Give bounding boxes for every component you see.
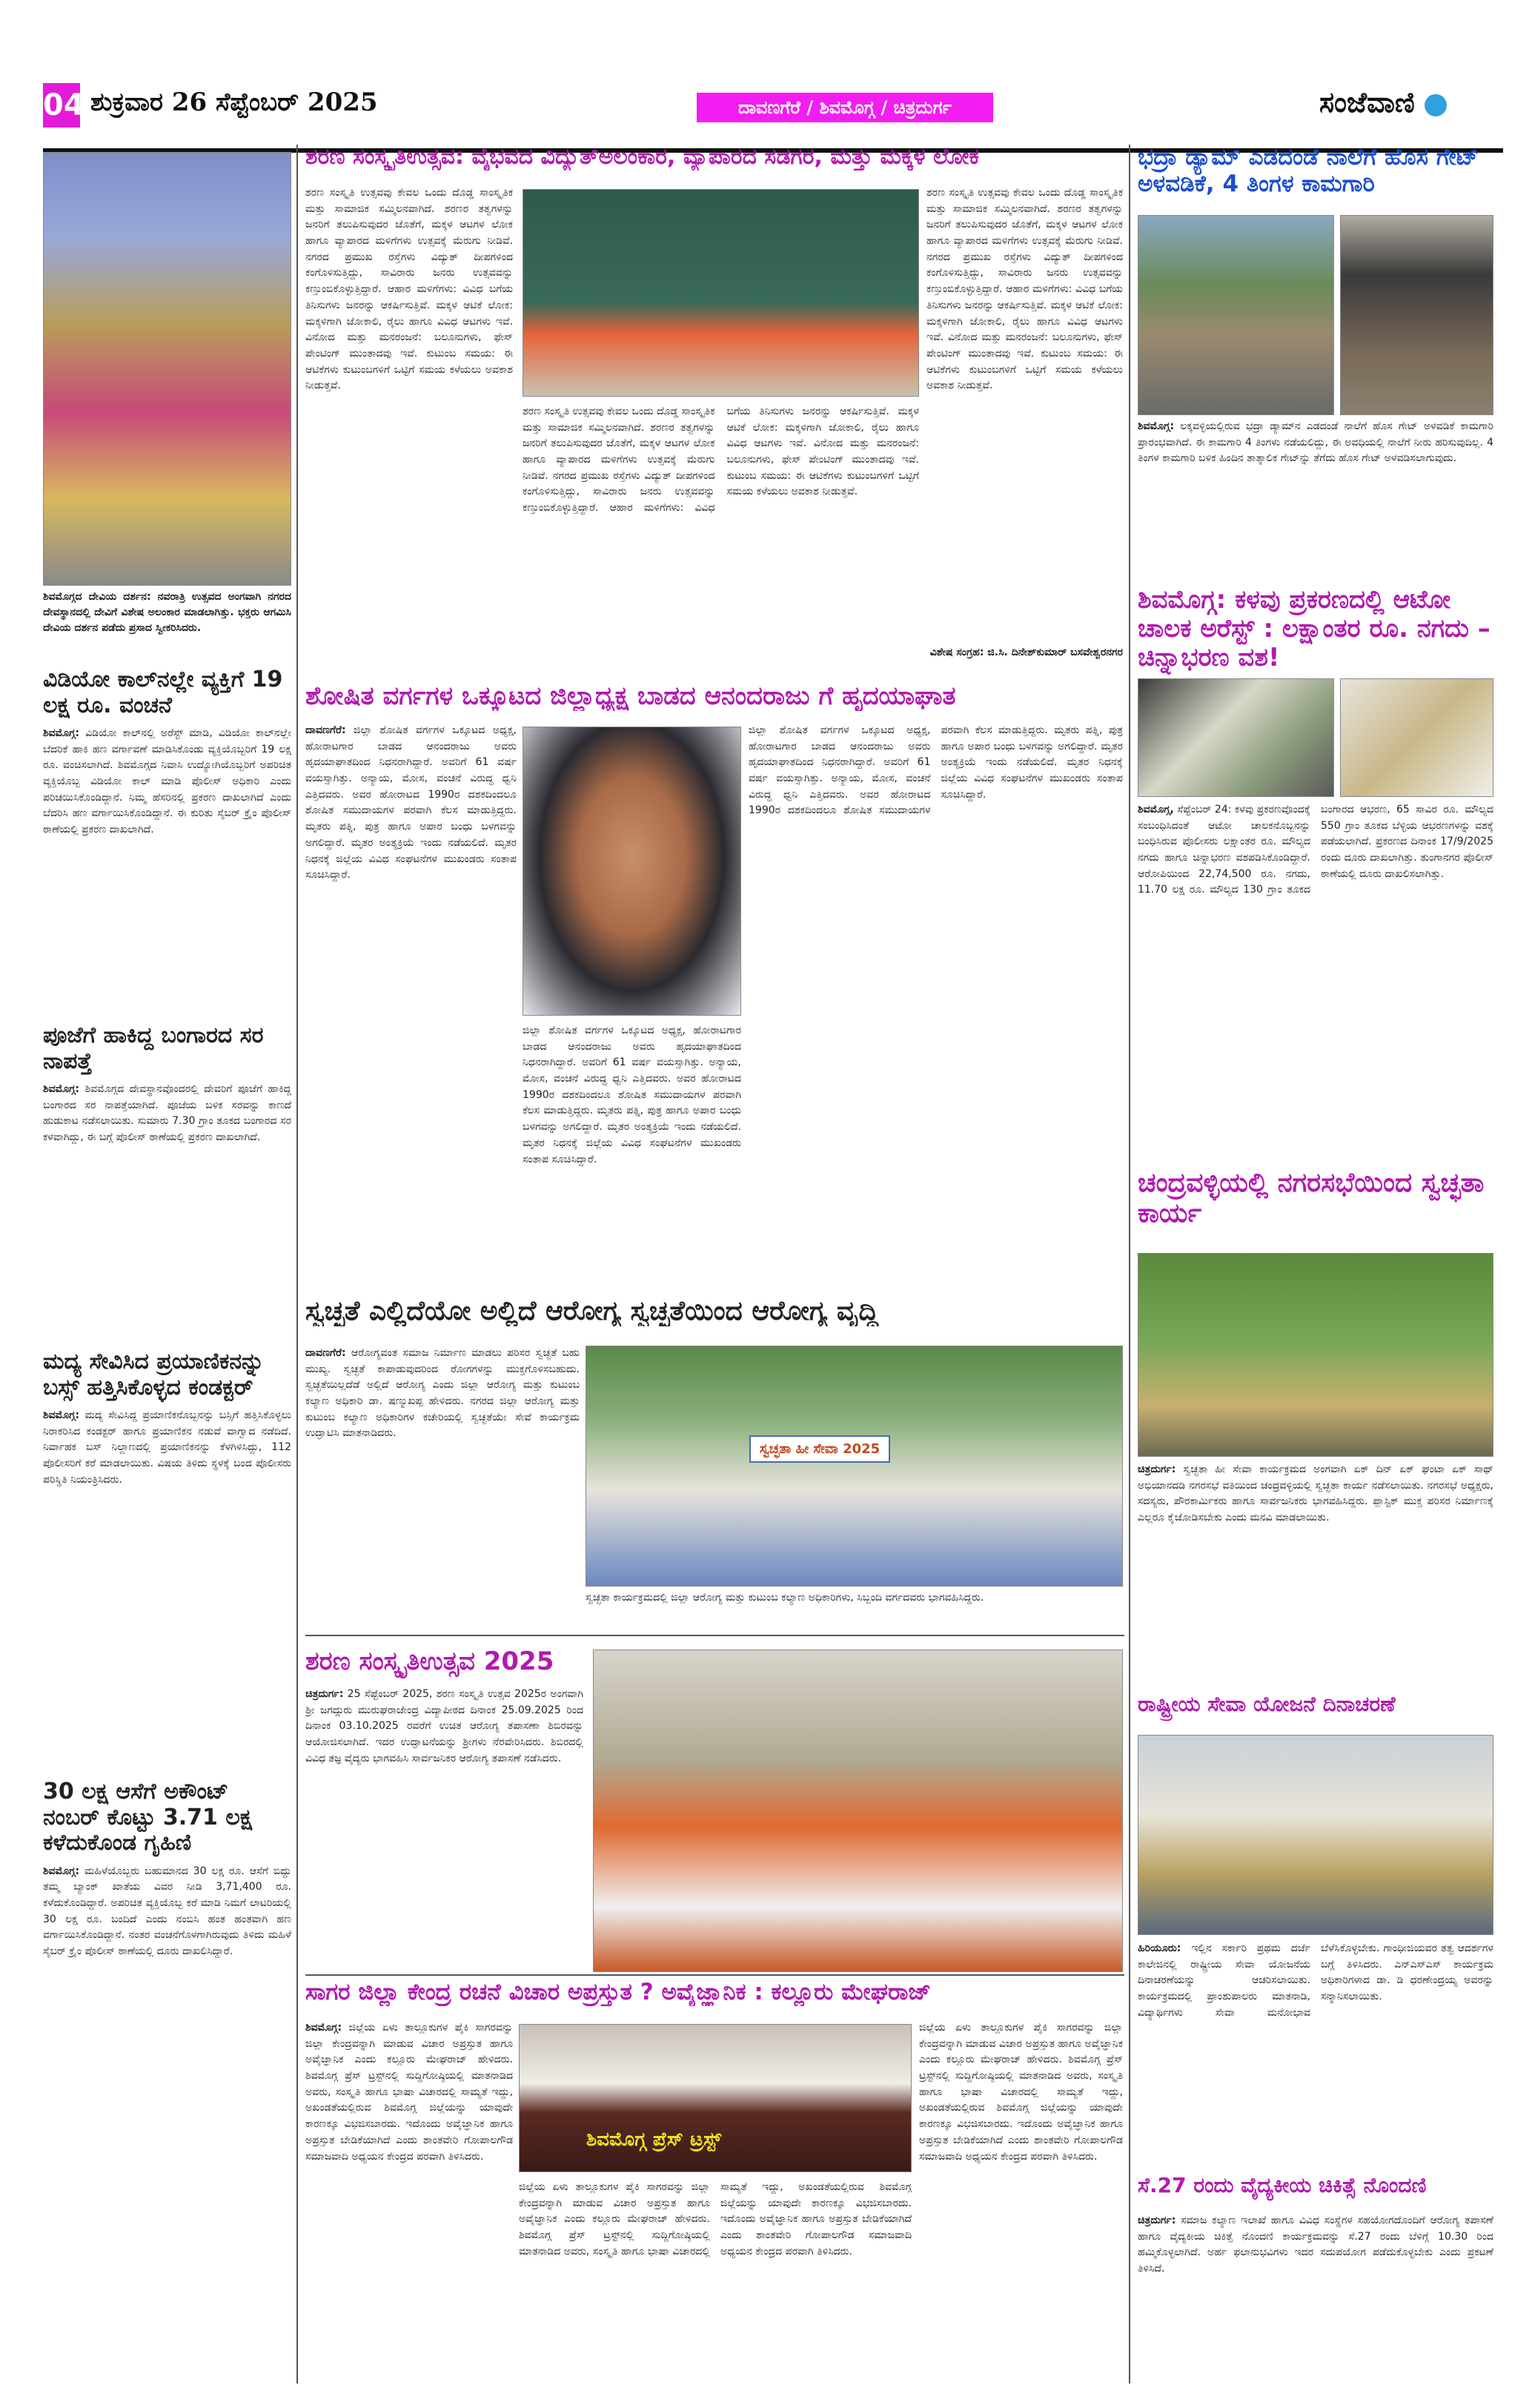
story-cleanliness-health xyxy=(305,1296,1124,1326)
story-body-continued: ಜಿಲ್ಲಾ ಶೋಷಿತ ವರ್ಗಗಳ ಒಕ್ಕೂಟದ ಅಧ್ಯಕ್ಷ, ಹೋರಾಟಗಾರ ಬಾಡದ ಆನಂದರಾಜು ಅವರು ಹೃದಯಾಘಾತದಿಂದ ನಿಧನರಾಗಿದ್ದಾರೆ. ಅವರಿಗೆ 61 ವರ್ಷ ವಯಸ್ಸಾಗಿತ್ತು. ಅನ್ಯಾಯ, ಮೋಸ, ವಂಚನೆ ವಿರುದ್ಧ ಧ್ವನಿ ಎತ್ತಿದವರು. ಅವರ ಹೋರಾಟದ 1990ರ ದಶಕದಿಂದಲೂ ಶೋಷಿತ ಸಮುದಾಯಗಳ ಪರವಾಗಿ ಕೆಲಸ ಮಾಡುತ್ತಿದ್ದರು. ಮೃತರು ಪತ್ನಿ, ಪುತ್ರ ಹಾಗೂ ಅಪಾರ ಬಂಧು ಬಳಗವನ್ನು ಅಗಲಿದ್ದಾರೆ. ಮೃತರ ಅಂತ್ಯಕ್ರಿಯೆ ಇಂದು ನಡೆಯಲಿದೆ. ಮೃತರ ನಿಧನಕ್ಕೆ ಜಿಲ್ಲೆಯ ವಿವಿಧ ಸಂಘಟನೆಗಳ ಮುಖಂಡರು ಸಂತಾಪ ಸೂಚಿಸಿದ್ದಾರೆ. xyxy=(523,1025,741,1165)
headline: ಶೋಷಿತ ವರ್ಗಗಳ ಒಕ್ಕೂಟದ ಜಿಲ್ಲಾಧ್ಯಕ್ಷ ಬಾಡದ ಆನಂದರಾಜು ಗೆ ಹೃದಯಾಘಾತ xyxy=(305,682,956,711)
story-body xyxy=(305,1346,580,1635)
story-body: ಶಿವಮೊಗ್ಗದ ದೇವಸ್ಥಾನವೊಂದರಲ್ಲಿ ದೇವರಿಗೆ ಪೂಜೆಗೆ ಹಾಕಿದ್ದ ಬಂಗಾರದ ಸರ ನಾಪತ್ತೆಯಾಗಿದೆ. ಪೂಜೆಯ ಬಳಿಕ ಸರವನ್ನು ಕಾಣದೆ ಹುಡುಕಾಟ ನಡೆಸಲಾಯಿತು. ಸುಮಾರು 7.30 ಗ್ರಾಂ ತೂಕದ ಬಂಗಾರದ ಸರ ಕಳವಾಗಿದ್ದು, ಈ ಬಗ್ಗೆ ಪೊಲೀಸ್ ಠಾಣೆಯಲ್ಲಿ ಪ್ರಕರಣ ದಾಖಲಾಗಿದೆ. xyxy=(43,1083,291,1144)
story-body xyxy=(1138,1941,1493,2163)
story-text: ಇಲ್ಲಿನ ಸರ್ಕಾರಿ ಪ್ರಥಮ ದರ್ಜೆ ಕಾಲೇಜಿನಲ್ಲಿ ರಾಷ್ಟ್ರೀಯ ಸೇವಾ ಯೋಜನೆಯ ದಿನಾಚರಣೆಯನ್ನು ಆಚರಿಸಲಾಯಿತು. ಕಾರ್ಯಕ್ರಮದಲ್ಲಿ ಪ್ರಾಂಶುಪಾಲರು ಮಾತನಾಡಿ, ವಿದ್ಯಾರ್ಥಿಗಳು ಸೇವಾ ಮನೋಭಾವ ಬೆಳೆಸಿಕೊಳ್ಳಬೇಕು. ಗಾಂಧೀಜಿಯವರ ತತ್ವ ಆದರ್ಶಗಳ ಬಗ್ಗೆ ತಿಳಿಸಿದರು. ಎನ್‌ಎಸ್‌ಎಸ್ ಕಾರ್ಯಕ್ರಮ ಅಧಿಕಾರಿಗಳಾದ ಡಾ. ಡಿ ಧರಣೇಂದ್ರಯ್ಯ ಅವರನ್ನು ಸನ್ಮಾನಿಸಲಾಯಿತು. xyxy=(1138,1942,1493,2019)
headline: ಸೆ.27 ರಂದು ವೈದ್ಯಕೀಯ ಚಿಕಿತ್ಸೆ ನೊಂದಣಿ xyxy=(1138,2173,1427,2197)
dateline: ಶಿವಮೊಗ್ಗ: xyxy=(305,2022,342,2034)
story-anandaraju xyxy=(305,682,1124,711)
story-body xyxy=(305,2020,513,2384)
headline: ಭದ್ರಾ ಡ್ಯಾಮ್ ಎಡದಂಡೆ ನಾಲೆಗೆ ಹೊಸ ಗೇಟ್ ಅಳವಡಿಕೆ, 4 ತಿಂಗಳ ಕಾಮಗಾರಿ xyxy=(1138,144,1479,197)
story-text: 25 ಸೆಪ್ಟೆಂಬರ್ 2025, ಶರಣ ಸಂಸ್ಕೃತಿ ಉತ್ಸವ 2025ರ ಅಂಗವಾಗಿ ಶ್ರೀ ಜಗದ್ಗುರು ಮುರುಘರಾಜೇಂದ್ರ ವಿದ್ಯಾಪೀಠದ ದಿನಾಂಕ 25.09.2025 ರಿಂದ ದಿನಾಂಕ 03.10.2025 ರವರೆಗೆ ಉಚಿತ ಆರೋಗ್ಯ ತಪಾಸಣಾ ಶಿಬಿರವನ್ನು ಆಯೋಜಿಸಲಾಗಿದೆ. ಇದರ ಉದ್ಘಾಟನೆಯನ್ನು ಶ್ರೀಗಳು ನೆರವೇರಿಸಿದರು. ಶಿಬಿರದಲ್ಲಿ ವಿವಿಧ ತಜ್ಞ ವೈದ್ಯರು ಭಾಗವಹಿಸಿ ಸಾರ್ವಜನಿಕರ ಆರೋಗ್ಯ ತಪಾಸಣೆ ನಡೆಸಿದರು. xyxy=(305,1688,583,1764)
edition-label: ದಾವಣಗೆರೆ / ಶಿವಮೊಗ್ಗ / ಚಿತ್ರದುರ್ಗ xyxy=(697,93,993,122)
dateline: ಶಿವಮೊಗ್ಗ, xyxy=(1138,804,1174,816)
photo-caption: ಸ್ವಚ್ಛತಾ ಕಾರ್ಯಕ್ರಮದಲ್ಲಿ ಜಿಲ್ಲಾ ಆರೋಗ್ಯ ಮತ್ತು ಕುಟುಂಬ ಕಲ್ಯಾಣ ಅಧಿಕಾರಿಗಳು, ಸಿಬ್ಬಂದಿ ವರ್ಗದವರು ಭಾಗವಹಿಸಿದ್ದರು. xyxy=(586,1592,984,1604)
byline: ವಿಶೇಷ ಸಂಗ್ರಹ: ಜಿ.ಸಿ. ದಿನೇಶ್‌ಕುಮಾರ್ ಬಸವೇಶ್ವರನಗರ xyxy=(929,646,1123,658)
seized-cash-photo xyxy=(1138,678,1334,797)
photo-caption: ಶಿವಮೊಗ್ಗದ ದೇವಿಯ ದರ್ಶನ: ನವರಾತ್ರಿ ಉತ್ಸವದ ಅಂಗವಾಗಿ ನಗರದ ದೇವಸ್ಥಾನದಲ್ಲಿ ದೇವಿಗೆ ವಿಶೇಷ ಅಲಂಕಾರ ಮಾಡಲಾಗಿತ್ತು. ಭಕ್ತರು ಆಗಮಿಸಿ ದೇವಿಯ ದರ್ಶನ ಪಡೆದು ಪ್ರಸಾದ ಸ್ವೀಕರಿಸಿದರು. xyxy=(43,591,291,634)
gate-photo xyxy=(1340,215,1493,415)
dateline: ಚಿತ್ರದುರ್ಗ: xyxy=(305,1688,344,1700)
newspaper-logo xyxy=(1319,85,1447,119)
event-banner: ಸ್ವಚ್ಛತಾ ಹೀ ಸೇವಾ 2025 xyxy=(749,1435,890,1463)
story-body: ಶರಣ ಸಂಸ್ಕೃತಿ ಉತ್ಸವವು ಕೇವಲ ಒಂದು ದೊಡ್ಡ ಸಾಂಸ್ಕೃತಿಕ ಮತ್ತು ಸಾಮಾಜಿಕ ಸಮ್ಮಿಲನವಾಗಿದೆ. ಶರಣರ ತತ್ವಗಳನ್ನು ಜನರಿಗೆ ತಲುಪಿಸುವುದರ ಜೊತೆಗೆ, ಮಕ್ಕಳ ಆಟಗಳ ಲೋಕ ಹಾಗೂ ವ್ಯಾಪಾರದ ಮಳಿಗೆಗಳು ಉತ್ಸವಕ್ಕೆ ಮೆರುಗು ನೀಡಿವೆ. ನಗರದ ಪ್ರಮುಖ ರಸ್ತೆಗಳು ವಿದ್ಯುತ್ ದೀಪಗಳಿಂದ ಕಂಗೊಳಿಸುತ್ತಿದ್ದು, ಸಾವಿರಾರು ಜನರು ಉತ್ಸವವನ್ನು ಕಣ್ತುಂಬಿಕೊಳ್ಳುತ್ತಿದ್ದಾರೆ. ಆಹಾರ ಮಳಿಗೆಗಳು: ವಿವಿಧ ಬಗೆಯ ತಿನಿಸುಗಳು ಜನರನ್ನು ಆಕರ್ಷಿಸುತ್ತಿವೆ. ಮಕ್ಕಳ ಆಟಿಕೆ ಲೋಕ: ಮಕ್ಕಳಿಗಾಗಿ ಜೋಕಾಲಿ, ರೈಲು ಹಾಗೂ ವಿವಿಧ ಆಟಗಳು ಇವೆ. ವಿನೋದ ಮತ್ತು ಮನರಂಜನೆ: ಬಲೂನುಗಳು, ಫೇಸ್ ಪೇಂಟಿಂಗ್ ಮುಂತಾದವು ಇವೆ. ಕುಟುಂಬ ಸಮಯ: ಈ ಆಟಿಕೆಗಳು ಕುಟುಂಬಗಳಿಗೆ ಒಟ್ಟಿಗೆ ಸಮಯ ಕಳೆಯಲು ಅವಕಾಶ ನೀಡುತ್ತವೆ. xyxy=(305,187,513,392)
story-bus-conductor xyxy=(43,1349,291,1719)
story-body-continued: ಜಿಲ್ಲಾ ಶೋಷಿತ ವರ್ಗಗಳ ಒಕ್ಕೂಟದ ಅಧ್ಯಕ್ಷ, ಹೋರಾಟಗಾರ ಬಾಡದ ಆನಂದರಾಜು ಅವರು ಹೃದಯಾಘಾತದಿಂದ ನಿಧನರಾಗಿದ್ದಾರೆ. ಅವರಿಗೆ 61 ವರ್ಷ ವಯಸ್ಸಾಗಿತ್ತು. ಅನ್ಯಾಯ, ಮೋಸ, ವಂಚನೆ ವಿರುದ್ಧ ಧ್ವನಿ ಎತ್ತಿದವರು. ಅವರ ಹೋರಾಟದ 1990ರ ದಶಕದಿಂದಲೂ ಶೋಷಿತ ಸಮುದಾಯಗಳ ಪರವಾಗಿ ಕೆಲಸ ಮಾಡುತ್ತಿದ್ದರು. ಮೃತರು ಪತ್ನಿ, ಪುತ್ರ ಹಾಗೂ ಅಪಾರ ಬಂಧು ಬಳಗವನ್ನು ಅಗಲಿದ್ದಾರೆ. ಮೃತರ ಅಂತ್ಯಕ್ರಿಯೆ ಇಂದು ನಡೆಯಲಿದೆ. ಮೃತರ ನಿಧನಕ್ಕೆ ಜಿಲ್ಲೆಯ ವಿವಿಧ ಸಂಘಟನೆಗಳ ಮುಖಂಡರು ಸಂತಾಪ ಸೂಚಿಸಿದ್ದಾರೆ. xyxy=(749,724,1123,817)
dateline: ಶಿವಮೊಗ್ಗ: xyxy=(43,1083,80,1095)
globe-icon xyxy=(1425,94,1447,116)
press-meet-photo xyxy=(519,2024,912,2172)
story-gold-chain-missing xyxy=(43,1023,291,1334)
story-text: ಸಮಾಜ ಕಲ್ಯಾಣ ಇಲಾಖೆ ಹಾಗೂ ವಿವಿಧ ಸಂಸ್ಥೆಗಳ ಸಹಯೋಗದೊಂದಿಗೆ ಆರೋಗ್ಯ ತಪಾಸಣೆ ಹಾಗೂ ವೈದ್ಯಕೀಯ ಚಿಕಿತ್ಸೆ ನೊಂದಣಿ ಕಾರ್ಯಕ್ರಮವನ್ನು ಸೆ.27 ರಂದು ಬೆಳಿಗ್ಗೆ 10.30 ರಿಂದ ಹಮ್ಮಿಕೊಳ್ಳಲಾಗಿದೆ. ಅರ್ಹ ಫಲಾನುಭವಿಗಳು ಇದರ ಸದುಪಯೋಗ ಪಡೆದುಕೊಳ್ಳಬೇಕು ಎಂದು ಪ್ರಕಟಣೆ ತಿಳಿಸಿದೆ. xyxy=(1138,2214,1493,2275)
story-text: ಆರೋಗ್ಯವಂತ ಸಮಾಜ ನಿರ್ಮಾಣ ಮಾಡಲು ಪರಿಸರ ಸ್ವಚ್ಛತೆ ಬಹು ಮುಖ್ಯ. ಸ್ವಚ್ಛತೆ ಕಾಪಾಡುವುದರಿಂದ ರೋಗಗಳನ್ನು ಮುಕ್ತಗೊಳಿಸಬಹುದು. ಸ್ವಚ್ಛತೆಯಿಲ್ಲದೆಡೆ ಅಲ್ಲಿದೆ ಆರೋಗ್ಯ ಎಂದು ಜಿಲ್ಲಾ ಆರೋಗ್ಯ ಮತ್ತು ಕುಟುಂಬ ಕಲ್ಯಾಣ ಅಧಿಕಾರಿ ಡಾ. ಷಣ್ಮುಖಪ್ಪ ಹೇಳಿದರು. ನಗರದ ಜಿಲ್ಲಾ ಆರೋಗ್ಯ ಮತ್ತು ಕುಟುಂಬ ಕಲ್ಯಾಣ ಅಧಿಕಾರಿಗಳ ಕಚೇರಿಯಲ್ಲಿ ಸ್ವಚ್ಛತೆಯೇ ಸೇವೆ ಕಾರ್ಯಕ್ರಮ ಉದ್ಘಾಟಿಸಿ ಮಾತನಾಡಿದರು. xyxy=(305,1347,580,1440)
logo-text: ಸಂಜೆವಾಣಿ xyxy=(1319,85,1415,119)
utsava-stage-photo xyxy=(523,189,919,397)
headline: ಪೂಜೆಗೆ ಹಾಕಿದ್ದ ಬಂಗಾರದ ಸರ ನಾಪತ್ತೆ xyxy=(43,1022,264,1074)
press-trust-banner: ಶಿವಮೊಗ್ಗ ಪ್ರೆಸ್ ಟ್ರಸ್ಟ್ xyxy=(586,2128,722,2151)
story-body: ಮಹಿಳೆಯೊಬ್ಬರು ಬಹುಮಾನದ 30 ಲಕ್ಷ ರೂ. ಆಸೆಗೆ ಬಿದ್ದು ತಮ್ಮ ಬ್ಯಾಂಕ್ ಖಾತೆಯ ವಿವರ ನೀಡಿ 3,71,400 ರೂ. ಕಳೆದುಕೊಂಡಿದ್ದಾರೆ. ಅಪರಿಚಿತ ವ್ಯಕ್ತಿಯೊಬ್ಬ ಕರೆ ಮಾಡಿ ನಿಮಗೆ ಲಾಟರಿಯಲ್ಲಿ 30 ಲಕ್ಷ ರೂ. ಬಂದಿದೆ ಎಂದು ನಂಬಿಸಿ ಹಂತ ಹಂತವಾಗಿ ಹಣ ವರ್ಗಾಯಿಸಿಕೊಂಡಿದ್ದಾನೆ. ನಂತರ ವಂಚನೆಗೊಳಗಾಗಿರುವುದು ತಿಳಿದು ಮಹಿಳೆ ಸೈಬರ್ ಕ್ರೈಂ ಪೊಲೀಸ್ ಠಾಣೆಯಲ್ಲಿ ದೂರು ದಾಖಲಿಸಿದ್ದಾರೆ. xyxy=(43,1865,291,1957)
page-number: 04 xyxy=(43,83,80,128)
story-text: ಜಿಲ್ಲಾ ಶೋಷಿತ ವರ್ಗಗಳ ಒಕ್ಕೂಟದ ಅಧ್ಯಕ್ಷ, ಹೋರಾಟಗಾರ ಬಾಡದ ಆನಂದರಾಜು ಅವರು ಹೃದಯಾಘಾತದಿಂದ ನಿಧನರಾಗಿದ್ದಾರೆ. ಅವರಿಗೆ 61 ವರ್ಷ ವಯಸ್ಸಾಗಿತ್ತು. ಅನ್ಯಾಯ, ಮೋಸ, ವಂಚನೆ ವಿರುದ್ಧ ಧ್ವನಿ ಎತ್ತಿದವರು. ಅವರ ಹೋರಾಟದ 1990ರ ದಶಕದಿಂದಲೂ ಶೋಷಿತ ಸಮುದಾಯಗಳ ಪರವಾಗಿ ಕೆಲಸ ಮಾಡುತ್ತಿದ್ದರು. ಮೃತರು ಪತ್ನಿ, ಪುತ್ರ ಹಾಗೂ ಅಪಾರ ಬಂಧು ಬಳಗವನ್ನು ಅಗಲಿದ್ದಾರೆ. ಮೃತರ ಅಂತ್ಯಕ್ರಿಯೆ ಇಂದು ನಡೆಯಲಿದೆ. ಮೃತರ ನಿಧನಕ್ಕೆ ಜಿಲ್ಲೆಯ ವಿವಿಧ ಸಂಘಟನೆಗಳ ಮುಖಂಡರು ಸಂತಾಪ ಸೂಚಿಸಿದ್ದಾರೆ. xyxy=(305,724,517,882)
headline: ರಾಷ್ಟ್ರೀಯ ಸೇವಾ ಯೋಜನೆ ದಿನಾಚರಣೆ xyxy=(1138,1692,1396,1716)
column-divider xyxy=(1129,145,1130,2384)
dateline: ಚಿತ್ರದುರ್ಗ: xyxy=(1138,1463,1176,1475)
dateline: ಶಿವಮೊಗ್ಗ: xyxy=(1138,420,1175,432)
story-bhadra-dam xyxy=(1138,145,1493,197)
story-body-continued: ಶರಣ ಸಂಸ್ಕೃತಿ ಉತ್ಸವವು ಕೇವಲ ಒಂದು ದೊಡ್ಡ ಸಾಂಸ್ಕೃತಿಕ ಮತ್ತು ಸಾಮಾಜಿಕ ಸಮ್ಮಿಲನವಾಗಿದೆ. ಶರಣರ ತತ್ವಗಳನ್ನು ಜನರಿಗೆ ತಲುಪಿಸುವುದರ ಜೊತೆಗೆ, ಮಕ್ಕಳ ಆಟಗಳ ಲೋಕ ಹಾಗೂ ವ್ಯಾಪಾರದ ಮಳಿಗೆಗಳು ಉತ್ಸವಕ್ಕೆ ಮೆರುಗು ನೀಡಿವೆ. ನಗರದ ಪ್ರಮುಖ ರಸ್ತೆಗಳು ವಿದ್ಯುತ್ ದೀಪಗಳಿಂದ ಕಂಗೊಳಿಸುತ್ತಿದ್ದು, ಸಾವಿರಾರು ಜನರು ಉತ್ಸವವನ್ನು ಕಣ್ತುಂಬಿಕೊಳ್ಳುತ್ತಿದ್ದಾರೆ. ಆಹಾರ ಮಳಿಗೆಗಳು: ವಿವಿಧ ಬಗೆಯ ತಿನಿಸುಗಳು ಜನರನ್ನು ಆಕರ್ಷಿಸುತ್ತಿವೆ. ಮಕ್ಕಳ ಆಟಿಕೆ ಲೋಕ: ಮಕ್ಕಳಿಗಾಗಿ ಜೋಕಾಲಿ, ರೈಲು ಹಾಗೂ ವಿವಿಧ ಆಟಗಳು ಇವೆ. ವಿನೋದ ಮತ್ತು ಮನರಂಜನೆ: ಬಲೂನುಗಳು, ಫೇಸ್ ಪೇಂಟಿಂಗ್ ಮುಂತಾದವು ಇವೆ. ಕುಟುಂಬ ಸಮಯ: ಈ ಆಟಿಕೆಗಳು ಕುಟುಂಬಗಳಿಗೆ ಒಟ್ಟಿಗೆ ಸಮಯ ಕಳೆಯಲು ಅವಕಾಶ ನೀಡುತ್ತವೆ. xyxy=(523,406,919,515)
story-body xyxy=(1138,2213,1493,2317)
dam-photo xyxy=(1138,215,1334,415)
story-body xyxy=(305,1687,583,1968)
story-body-continued: ಜಿಲ್ಲೆಯ ಏಳು ತಾಲ್ಲೂಕುಗಳ ಪೈಕಿ ಸಾಗರವನ್ನು ಜಿಲ್ಲಾ ಕೇಂದ್ರವನ್ನಾಗಿ ಮಾಡುವ ವಿಚಾರ ಅಪ್ರಸ್ತುತ ಹಾಗೂ ಅವೈಜ್ಞಾನಿಕ ಎಂದು ಕಲ್ಲೂರು ಮೇಘರಾಜ್ ಹೇಳಿದರು. ಶಿವಮೊಗ್ಗ ಪ್ರೆಸ್ ಟ್ರಸ್ಟ್‌ನಲ್ಲಿ ಸುದ್ದಿಗೋಷ್ಠಿಯಲ್ಲಿ ಮಾತನಾಡಿದ ಅವರು, ಸಂಸ್ಕೃತಿ ಹಾಗೂ ಭಾಷಾ ವಿಚಾರದಲ್ಲಿ ಸಾಮ್ಯತೆ ಇದ್ದು, ಅಖಂಡತೆಯಲ್ಲಿರುವ ಶಿವಮೊಗ್ಗ ಜಿಲ್ಲೆಯನ್ನು ಯಾವುದೇ ಕಾರಣಕ್ಕೂ ವಿಭಜಿಸಬಾರದು. ಇದೊಂದು ಅವೈಜ್ಞಾನಿಕ ಹಾಗೂ ಅಪ್ರಸ್ತುತ ಬೇಡಿಕೆಯಾಗಿದೆ ಎಂದು ಶಾಂತವೇರಿ ಗೋಪಾಲಗೌಡ ಸಮಾಜವಾದಿ ಅಧ್ಯಯನ ಕೇಂದ್ರದ ಪರವಾಗಿ ತಿಳಿಸಿದರು. xyxy=(919,2022,1123,2163)
headline: ಸ್ವಚ್ಛತೆ ಎಲ್ಲಿದೆಯೋ ಅಲ್ಲಿದೆ ಆರೋಗ್ಯ ಸ್ವಚ್ಛತೆಯಿಂದ ಆರೋಗ್ಯ ವೃದ್ಧಿ xyxy=(305,1296,878,1326)
dateline: ದಾವಣಗೆರೆ: xyxy=(305,724,346,736)
headline: ಶರಣ ಸಂಸ್ಕೃತಿಉತ್ಸವ: ವೈಭವದ ವಿದ್ಯುತ್‌ಅಲಂಕಾರ, ವ್ಯಾಪಾರದ ಸಡಗರ, ಮತ್ತು ಮಕ್ಕಳ ಲೋಕ xyxy=(305,145,979,170)
dateline: ಶಿವಮೊಗ್ಗ: xyxy=(43,1865,80,1877)
headline: ವಿಡಿಯೋ ಕಾಲ್‌ನಲ್ಲೇ ವ್ಯಕ್ತಿಗೆ 19 ಲಕ್ಷ ರೂ. ವಂಚನೆ xyxy=(43,666,283,718)
headline: 30 ಲಕ್ಷ ಆಸೆಗೆ ಅಕೌಂಟ್ ನಂಬರ್ ಕೊಟ್ಟು 3.71 ಲಕ್ಷ ಕಳೆದುಕೊಂಡ ಗೃಹಿಣಿ xyxy=(43,1779,253,1856)
story-text: ಸ್ವಚ್ಛತಾ ಹೀ ಸೇವಾ ಕಾರ್ಯಕ್ರಮದ ಅಂಗವಾಗಿ ಏಕ್ ದಿನ್ ಏಕ್ ಘಂಟಾ ಏಕ್ ಸಾಥ್ ಅಭಿಯಾನದಡಿ ನಗರಸಭೆ ವತಿಯಿಂದ ಚಂದ್ರವಳ್ಳಿಯಲ್ಲಿ ಸ್ವಚ್ಛತಾ ಕಾರ್ಯ ನಡೆಸಲಾಯಿತು. ನಗರಸಭೆ ಅಧ್ಯಕ್ಷರು, ಸದಸ್ಯರು, ಪೌರಕಾರ್ಮಿಕರು ಹಾಗೂ ಸಾರ್ವಜನಿಕರು ಭಾಗವಹಿಸಿದ್ದರು. ಪ್ಲಾಸ್ಟಿಕ್ ಮುಕ್ತ ಪರಿಸರ ನಿರ್ಮಾಣಕ್ಕೆ ಎಲ್ಲರೂ ಕೈಜೋಡಿಸಬೇಕು ಎಂದು ಮನವಿ ಮಾಡಲಾಯಿತು. xyxy=(1138,1463,1493,1524)
story-account-fraud xyxy=(43,1779,291,2353)
seized-jewellery-photo xyxy=(1340,678,1493,797)
portrait-photo xyxy=(523,727,741,1016)
story-sagar-district xyxy=(305,1979,1124,2006)
story-text: ಸೆಪ್ಟೆಂಬರ್ 24: ಕಳವು ಪ್ರಕರಣವೊಂದಕ್ಕೆ ಸಂಬಂಧಿಸಿದಂತೆ ಆಟೋ ಚಾಲಕನೊಬ್ಬನನ್ನು ಬಂಧಿಸಿರುವ ಪೊಲೀಸರು ಲಕ್ಷಾಂತರ ರೂ. ಮೌಲ್ಯದ ನಗದು ಹಾಗೂ ಚಿನ್ನಾಭರಣ ವಶಪಡಿಸಿಕೊಂಡಿದ್ದಾರೆ. ಆರೋಪಿಯಿಂದ 22,74,500 ರೂ. ನಗದು, 11.70 ಲಕ್ಷ ರೂ. ಮೌಲ್ಯದ 130 ಗ್ರಾಂ ತೂಕದ ಬಂಗಾರದ ಆಭರಣ, 65 ಸಾವಿರ ರೂ. ಮೌಲ್ಯದ 550 ಗ್ರಾಂ ತೂಕದ ಬೆಳ್ಳಿಯ ಆಭರಣಗಳನ್ನು ವಶಕ್ಕೆ ಪಡೆಯಲಾಗಿದೆ. ಪ್ರಕರಣದ ದಿನಾಂಕ 17/9/2025 ರಂದು ದೂರು ದಾಖಲಾಗಿತ್ತು. ತುಂಗಾನಗರ ಪೊಲೀಸ್ ಠಾಣೆಯಲ್ಲಿ ದೂರು ದಾಖಲಿಸಲಾಗಿತ್ತು. xyxy=(1138,804,1493,896)
story-body xyxy=(305,723,517,1286)
goddess-photo xyxy=(43,152,291,586)
column-divider xyxy=(296,145,298,2384)
story-body-continued: ಜಿಲ್ಲೆಯ ಏಳು ತಾಲ್ಲೂಕುಗಳ ಪೈಕಿ ಸಾಗರವನ್ನು ಜಿಲ್ಲಾ ಕೇಂದ್ರವನ್ನಾಗಿ ಮಾಡುವ ವಿಚಾರ ಅಪ್ರಸ್ತುತ ಹಾಗೂ ಅವೈಜ್ಞಾನಿಕ ಎಂದು ಕಲ್ಲೂರು ಮೇಘರಾಜ್ ಹೇಳಿದರು. ಶಿವಮೊಗ್ಗ ಪ್ರೆಸ್ ಟ್ರಸ್ಟ್‌ನಲ್ಲಿ ಸುದ್ದಿಗೋಷ್ಠಿಯಲ್ಲಿ ಮಾತನಾಡಿದ ಅವರು, ಸಂಸ್ಕೃತಿ ಹಾಗೂ ಭಾಷಾ ವಿಚಾರದಲ್ಲಿ ಸಾಮ್ಯತೆ ಇದ್ದು, ಅಖಂಡತೆಯಲ್ಲಿರುವ ಶಿವಮೊಗ್ಗ ಜಿಲ್ಲೆಯನ್ನು ಯಾವುದೇ ಕಾರಣಕ್ಕೂ ವಿಭಜಿಸಬಾರದು. ಇದೊಂದು ಅವೈಜ್ಞಾನಿಕ ಹಾಗೂ ಅಪ್ರಸ್ತುತ ಬೇಡಿಕೆಯಾಗಿದೆ ಎಂದು ಶಾಂತವೇರಿ ಗೋಪಾಲಗೌಡ ಸಮಾಜವಾದಿ ಅಧ್ಯಯನ ಕೇಂದ್ರದ ಪರವಾಗಿ ತಿಳಿಸಿದರು. xyxy=(519,2181,912,2258)
dateline: ಶಿವಮೊಗ್ಗ: xyxy=(43,1409,80,1421)
story-video-call-fraud xyxy=(43,667,291,1000)
cleanliness-event-photo xyxy=(586,1346,1123,1587)
issue-date: ಶುಕ್ರವಾರ 26 ಸೆಪ್ಟೆಂಬರ್ 2025 xyxy=(90,87,378,117)
headline: ಮದ್ಯ ಸೇವಿಸಿದ ಪ್ರಯಾಣಿಕನನ್ನು ಬಸ್ಸ್ ಹತ್ತಿಸಿಕೊಳ್ಳದ ಕಂಡಕ್ಟರ್ xyxy=(43,1349,265,1400)
cleanliness-drive-photo xyxy=(1138,1253,1493,1457)
story-body xyxy=(1138,1462,1493,1684)
dateline: ದಾವಣಗೆರೆ: xyxy=(305,1347,346,1359)
story-text: ಲಕ್ಕವಳ್ಳಿಯಲ್ಲಿರುವ ಭದ್ರಾ ಡ್ಯಾಮ್‌ನ ಎಡದಂಡೆ ನಾಲೆಗೆ ಹೊಸ ಗೇಟ್ ಅಳವಡಿಕೆ ಕಾಮಗಾರಿ ಪ್ರಾರಂಭವಾಗಿದೆ. ಈ ಕಾಮಗಾರಿ 4 ತಿಂಗಳು ನಡೆಯಲಿದ್ದು, ಈ ಅವಧಿಯಲ್ಲಿ ನಾಲೆಗೆ ನೀರು ಹರಿಸುವುದಿಲ್ಲ. 4 ತಿಂಗಳ ಕಾಮಗಾರಿ ಬಳಿಕ ಹಿಂದಿನ ತಾತ್ಕಾಲಿಕ ಗೇಟ್‌ನ್ನು ತೆಗೆದು ಹೊಸ ಗೇಟ್ ಅಳವಡಿಸಲಾಗುವುದು. xyxy=(1138,420,1493,465)
headline: ಸಾಗರ ಜಿಲ್ಲಾ ಕೇಂದ್ರ ರಚನೆ ವಿಚಾರ ಅಪ್ರಸ್ತುತ ? ಅವೈಜ್ಞಾನಿಕ : ಕಲ್ಲೂರು ಮೇಘರಾಜ್ xyxy=(305,1979,932,2005)
nss-event-photo xyxy=(1138,1735,1493,1935)
story-body xyxy=(1138,419,1493,578)
headline: ಶರಣ ಸಂಸ್ಕೃತಿಉತ್ಸವ 2025 xyxy=(305,1647,554,1676)
health-camp-photo xyxy=(593,1650,1123,1972)
headline: ಶಿವಮೊಗ್ಗ: ಕಳವು ಪ್ರಕರಣದಲ್ಲಿ ಆಟೋ ಚಾಲಕ ಅರೆಸ್ಟ್ : ಲಕ್ಷಾಂತರ ರೂ. ನಗದು – ಚಿನ್ನಾಭರಣ ವಶ! xyxy=(1138,585,1490,673)
dateline: ಚಿತ್ರದುರ್ಗ: xyxy=(1138,2214,1176,2226)
story-body xyxy=(1138,802,1493,1158)
section-divider xyxy=(305,1635,1124,1636)
dateline: ಹಿರಿಯೂರು: xyxy=(1138,1942,1181,1954)
section-divider xyxy=(305,1974,1124,1976)
dateline: ಶಿವಮೊಗ್ಗ: xyxy=(43,727,80,739)
headline: ಚಂದ್ರವಳ್ಳಿಯಲ್ಲಿ ನಗರಸಭೆಯಿಂದ ಸ್ವಚ್ಛತಾ ಕಾರ್ಯ xyxy=(1138,1168,1485,1229)
story-body: ವಿಡಿಯೋ ಕಾಲ್‌ನಲ್ಲಿ ಅರೆಸ್ಟ್ ಮಾಡಿ, ವಿಡಿಯೋ ಕಾಲ್‌ನಲ್ಲೇ ಬೆದರಿಕೆ ಹಾಕಿ ಹಣ ವರ್ಗಾವಣೆ ಮಾಡಿಸಿಕೊಂಡು ವ್ಯಕ್ತಿಯೊಬ್ಬರಿಗೆ 19 ಲಕ್ಷ ರೂ. ವಂಚಿಸಲಾಗಿದೆ. ಶಿವಮೊಗ್ಗದ ನಿವಾಸಿ ಉದ್ಯೋಗಿಯೊಬ್ಬರಿಗೆ ಅಪರಿಚಿತ ವ್ಯಕ್ತಿಯೊಬ್ಬ ವಿಡಿಯೋ ಕಾಲ್ ಮಾಡಿ ಪೊಲೀಸ್ ಅಧಿಕಾರಿ ಎಂದು ಪರಿಚಯಿಸಿಕೊಂಡಿದ್ದಾನೆ. ನಿಮ್ಮ ಹೆಸರಿನಲ್ಲಿ ಪ್ರಕರಣ ದಾಖಲಾಗಿದೆ ಎಂದು ಬೆದರಿಸಿ ಹಣ ವರ್ಗಾಯಿಸಿಕೊಂಡಿದ್ದಾನೆ. ಈ ಕುರಿತು ಸೈಬರ್ ಕ್ರೈಂ ಪೊಲೀಸ್ ಠಾಣೆಯಲ್ಲಿ ಪ್ರಕರಣ ದಾಖಲಾಗಿದೆ. xyxy=(43,727,291,836)
story-body-continued: ಶರಣ ಸಂಸ್ಕೃತಿ ಉತ್ಸವವು ಕೇವಲ ಒಂದು ದೊಡ್ಡ ಸಾಂಸ್ಕೃತಿಕ ಮತ್ತು ಸಾಮಾಜಿಕ ಸಮ್ಮಿಲನವಾಗಿದೆ. ಶರಣರ ತತ್ವಗಳನ್ನು ಜನರಿಗೆ ತಲುಪಿಸುವುದರ ಜೊತೆಗೆ, ಮಕ್ಕಳ ಆಟಗಳ ಲೋಕ ಹಾಗೂ ವ್ಯಾಪಾರದ ಮಳಿಗೆಗಳು ಉತ್ಸವಕ್ಕೆ ಮೆರುಗು ನೀಡಿವೆ. ನಗರದ ಪ್ರಮುಖ ರಸ್ತೆಗಳು ವಿದ್ಯುತ್ ದೀಪಗಳಿಂದ ಕಂಗೊಳಿಸುತ್ತಿದ್ದು, ಸಾವಿರಾರು ಜನರು ಉತ್ಸವವನ್ನು ಕಣ್ತುಂಬಿಕೊಳ್ಳುತ್ತಿದ್ದಾರೆ. ಆಹಾರ ಮಳಿಗೆಗಳು: ವಿವಿಧ ಬಗೆಯ ತಿನಿಸುಗಳು ಜನರನ್ನು ಆಕರ್ಷಿಸುತ್ತಿವೆ. ಮಕ್ಕಳ ಆಟಿಕೆ ಲೋಕ: ಮಕ್ಕಳಿಗಾಗಿ ಜೋಕಾಲಿ, ರೈಲು ಹಾಗೂ ವಿವಿಧ ಆಟಗಳು ಇವೆ. ವಿನೋದ ಮತ್ತು ಮನರಂಜನೆ: ಬಲೂನುಗಳು, ಫೇಸ್ ಪೇಂಟಿಂಗ್ ಮುಂತಾದವು ಇವೆ. ಕುಟುಂಬ ಸಮಯ: ಈ ಆಟಿಕೆಗಳು ಕುಟುಂಬಗಳಿಗೆ ಒಟ್ಟಿಗೆ ಸಮಯ ಕಳೆಯಲು ಅವಕಾಶ ನೀಡುತ್ತವೆ. xyxy=(926,187,1123,392)
story-text: ಜಿಲ್ಲೆಯ ಏಳು ತಾಲ್ಲೂಕುಗಳ ಪೈಕಿ ಸಾಗರವನ್ನು ಜಿಲ್ಲಾ ಕೇಂದ್ರವನ್ನಾಗಿ ಮಾಡುವ ವಿಚಾರ ಅಪ್ರಸ್ತುತ ಹಾಗೂ ಅವೈಜ್ಞಾನಿಕ ಎಂದು ಕಲ್ಲೂರು ಮೇಘರಾಜ್ ಹೇಳಿದರು. ಶಿವಮೊಗ್ಗ ಪ್ರೆಸ್ ಟ್ರಸ್ಟ್‌ನಲ್ಲಿ ಸುದ್ದಿಗೋಷ್ಠಿಯಲ್ಲಿ ಮಾತನಾಡಿದ ಅವರು, ಸಂಸ್ಕೃತಿ ಹಾಗೂ ಭಾಷಾ ವಿಚಾರದಲ್ಲಿ ಸಾಮ್ಯತೆ ಇದ್ದು, ಅಖಂಡತೆಯಲ್ಲಿರುವ ಶಿವಮೊಗ್ಗ ಜಿಲ್ಲೆಯನ್ನು ಯಾವುದೇ ಕಾರಣಕ್ಕೂ ವಿಭಜಿಸಬಾರದು. ಇದೊಂದು ಅವೈಜ್ಞಾನಿಕ ಹಾಗೂ ಅಪ್ರಸ್ತುತ ಬೇಡಿಕೆಯಾಗಿದೆ ಎಂದು ಶಾಂತವೇರಿ ಗೋಪಾಲಗೌಡ ಸಮಾಜವಾದಿ ಅಧ್ಯಯನ ಕೇಂದ್ರದ ಪರವಾಗಿ ತಿಳಿಸಿದರು. xyxy=(305,2022,513,2163)
story-body: ಮದ್ಯ ಸೇವಿಸಿದ್ದ ಪ್ರಯಾಣಿಕನೊಬ್ಬನನ್ನು ಬಸ್ಸಿಗೆ ಹತ್ತಿಸಿಕೊಳ್ಳಲು ನಿರಾಕರಿಸಿದ ಕಂಡಕ್ಟರ್ ಹಾಗೂ ಪ್ರಯಾಣಿಕನ ನಡುವೆ ವಾಗ್ವಾದ ನಡೆದಿದೆ. ನಿರ್ವಾಹಕ ಬಸ್ ನಿಲ್ದಾಣದಲ್ಲಿ ಪ್ರಯಾಣಿಕನನ್ನು ಕೆಳಗಿಳಿಸಿದ್ದು, 112 ಪೊಲೀಸರಿಗೆ ಕರೆ ಮಾಡಲಾಯಿತು. ವಿಷಯ ತಿಳಿದು ಸ್ಥಳಕ್ಕೆ ಬಂದ ಪೊಲೀಸರು ಪರಿಸ್ಥಿತಿ ನಿಯಂತ್ರಿಸಿದರು. xyxy=(43,1409,291,1486)
story-sharana-utsava-lights xyxy=(305,145,1124,171)
